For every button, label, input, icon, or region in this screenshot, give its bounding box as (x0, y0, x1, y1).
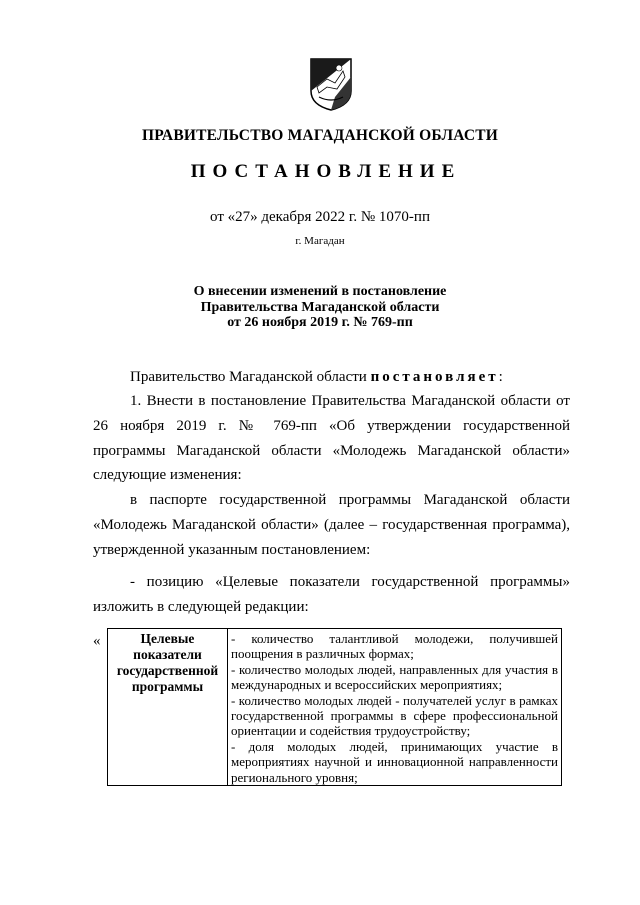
table-row (108, 629, 562, 786)
open-quote-mark: « (93, 633, 101, 649)
list-item: - количество молодых людей - получателей услуг в рамках государственной программы в сфере профессиональной ориентации и содействия трудоустройству; (231, 692, 558, 739)
subject-line-3: от 26 ноября 2019 г. № 769-пп (227, 315, 413, 330)
table-content-cell (228, 629, 562, 786)
document-subject (0, 284, 640, 331)
list-item: - количество молодых людей, направленных для участия в международных и всероссийских мероприятиях; (231, 661, 558, 693)
organization-title: ПРАВИТЕЛЬСТВО МАГАДАНСКОЙ ОБЛАСТИ (141, 127, 499, 144)
item-2-paragraph: в паспорте государственной программы Магаданской области «Молодежь Магаданской области» (далее – государственная программа), утвержденной указанным постановлением: (93, 492, 570, 558)
subject-line-1: О внесении изменений в постановление (193, 284, 447, 299)
list-item: - доля молодых людей, принимающих участие в мероприятиях научной и инновационной направленности регионального уровня; (231, 738, 558, 785)
intro-verb: постановляет (370, 369, 499, 385)
intro-suffix: : (498, 369, 503, 385)
document-date-number: от «27» декабря 2022 г. № 1070-пп (210, 209, 430, 225)
document-type: ПОСТАНОВЛЕНИЕ (190, 161, 462, 182)
table-label-cell: Целевые показатели государственной программы (108, 629, 228, 786)
document-city: г. Магадан (295, 235, 345, 247)
list-item: - количество талантливой молодежи, получившей поощрения в различных формах; (231, 631, 558, 662)
item-3-paragraph: - позицию «Целевые показатели государственной программы» изложить в следующей редакции: (93, 574, 570, 615)
intro-prefix: Правительство Магаданской области (130, 369, 367, 385)
item-1-paragraph: 1. Внести в постановление Правительства Магаданской области от 26 ноября 2019 г. № 769-пп «Об утверждении государственной программы Магаданской области «Молодежь Магаданской области» следующие изменения: (93, 393, 570, 484)
coat-of-arms-icon (309, 57, 353, 111)
subject-line-2: Правительства Магаданской области (200, 299, 440, 315)
intro-paragraph (93, 365, 570, 390)
target-indicators-table (107, 628, 562, 786)
